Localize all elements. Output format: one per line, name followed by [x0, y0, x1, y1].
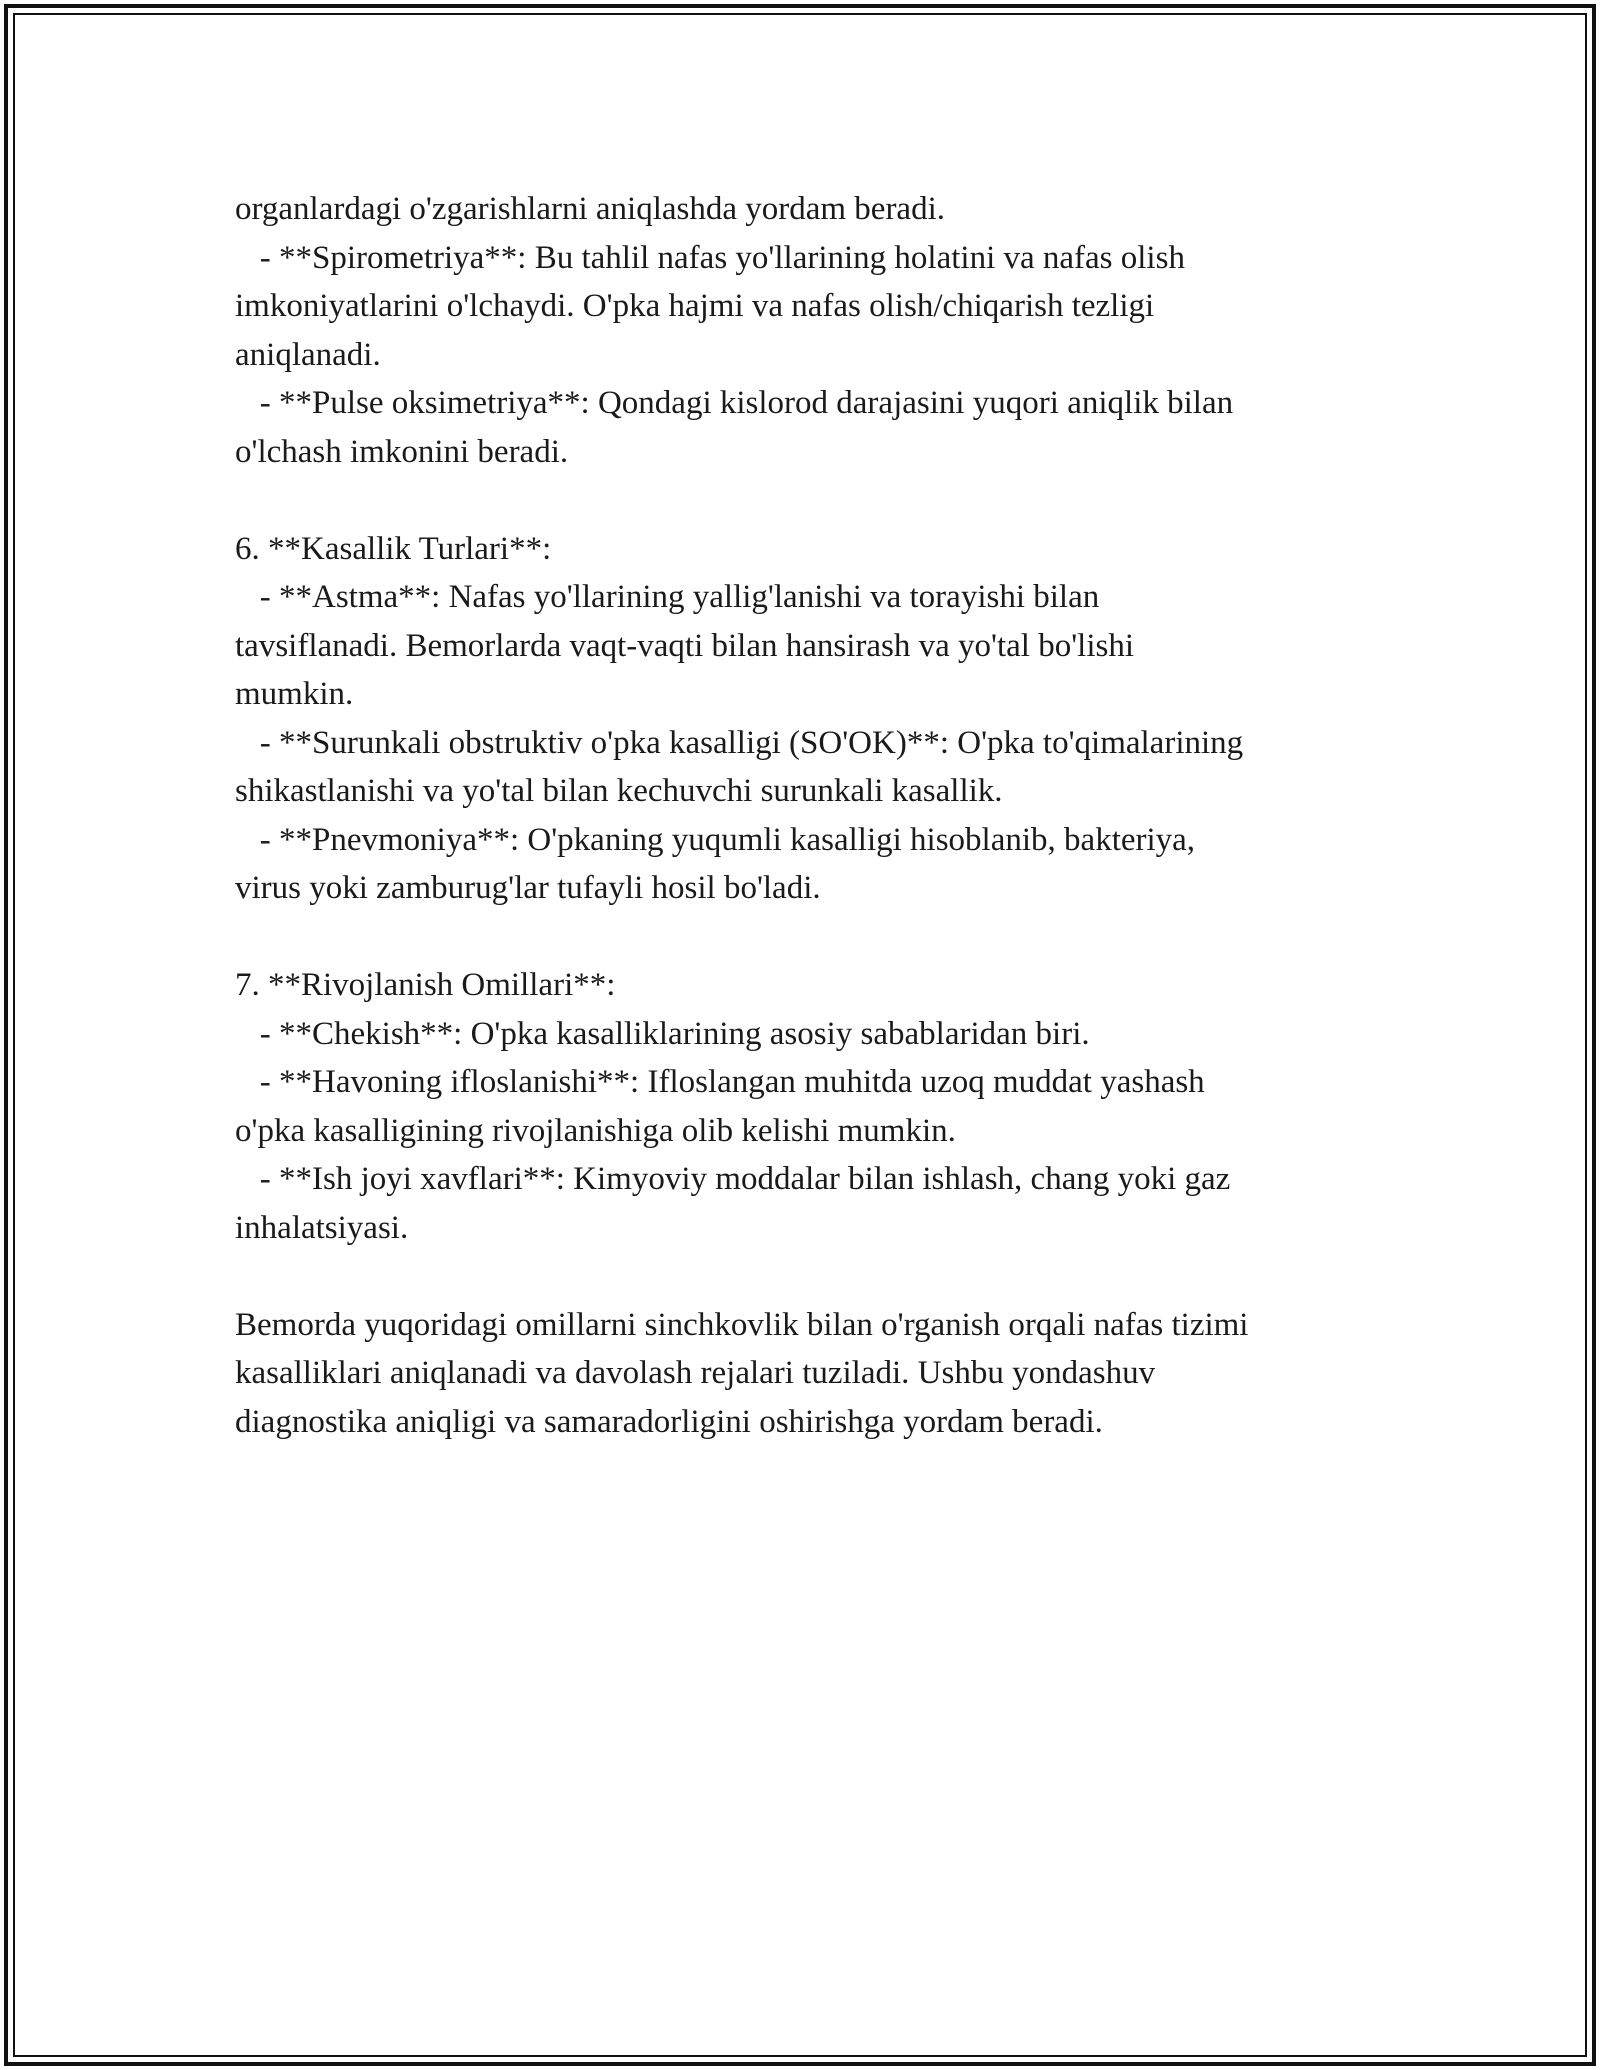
text-line: inhalatsiyasi.	[235, 1209, 409, 1246]
text-line: - **Pulse oksimetriya**: Qondagi kislorod darajasini yuqori aniqlik bilan	[235, 385, 1234, 421]
text-line: - **Chekish**: O'pka kasalliklarining asosiy sabablaridan biri.	[235, 1015, 1090, 1052]
blank-line	[235, 1252, 1415, 1301]
text-line: o'pka kasalligining rivojlanishiga olib kelishi mumkin.	[235, 1112, 956, 1149]
text-line: Bemorda yuqoridagi omillarni sinchkovlik bilan o'rganish orqali nafas tizimi	[235, 1306, 1249, 1343]
text-line: - **Astma**: Nafas yo'llarining yallig'lanishi va torayishi bilan	[235, 579, 1100, 615]
section-kasallik-turlari	[235, 525, 1415, 913]
text-line: aniqlanadi.	[235, 336, 381, 373]
text-line: shikastlanishi va yo'tal bilan kechuvchi surunkali kasallik.	[235, 773, 1003, 809]
document-body	[235, 185, 1415, 1446]
text-line: kasalliklari aniqlanadi va davolash rejalari tuziladi. Ushbu yondashuv	[235, 1355, 1156, 1391]
text-line: - **Havoning ifloslanishi**: Ifloslangan muhitda uzoq muddat yashash	[235, 1064, 1205, 1100]
blank-line	[235, 476, 1415, 525]
text-line: organlardagi o'zgarishlarni aniqlashda yordam beradi.	[235, 191, 945, 227]
text-line: - **Spirometriya**: Bu tahlil nafas yo'llarining holatini va nafas olish	[235, 239, 1185, 276]
section-heading: 6. **Kasallik Turlari**:	[235, 530, 552, 567]
section-rivojlanish-omillari	[235, 961, 1415, 1252]
text-line: - **Surunkali obstruktiv o'pka kasalligi (SO'OK)**: O'pka to'qimalarining	[235, 724, 1244, 761]
text-line: imkoniyatlarini o'lchaydi. O'pka hajmi va nafas olish/chiqarish tezligi	[235, 288, 1155, 324]
text-line: - **Ish joyi xavflari**: Kimyoviy moddalar bilan ishlash, chang yoki gaz	[235, 1161, 1231, 1197]
text-line: - **Pnevmoniya**: O'pkaning yuqumli kasalligi hisoblanib, bakteriya,	[235, 821, 1196, 858]
paragraph-conclusion	[235, 1301, 1415, 1447]
text-line: diagnostika aniqligi va samaradorligini oshirishga yordam beradi.	[235, 1403, 1103, 1440]
text-line: virus yoki zamburug'lar tufayli hosil bo'ladi.	[235, 870, 821, 906]
paragraph-intro-continuation	[235, 185, 1415, 476]
text-line: o'lchash imkonini beradi.	[235, 433, 569, 470]
text-line: tavsiflanadi. Bemorlarda vaqt-vaqti bilan hansirash va yo'tal bo'lishi	[235, 627, 1134, 664]
blank-line	[235, 913, 1415, 962]
section-heading: 7. **Rivojlanish Omillari**:	[235, 967, 616, 1003]
text-line: mumkin.	[235, 676, 354, 712]
